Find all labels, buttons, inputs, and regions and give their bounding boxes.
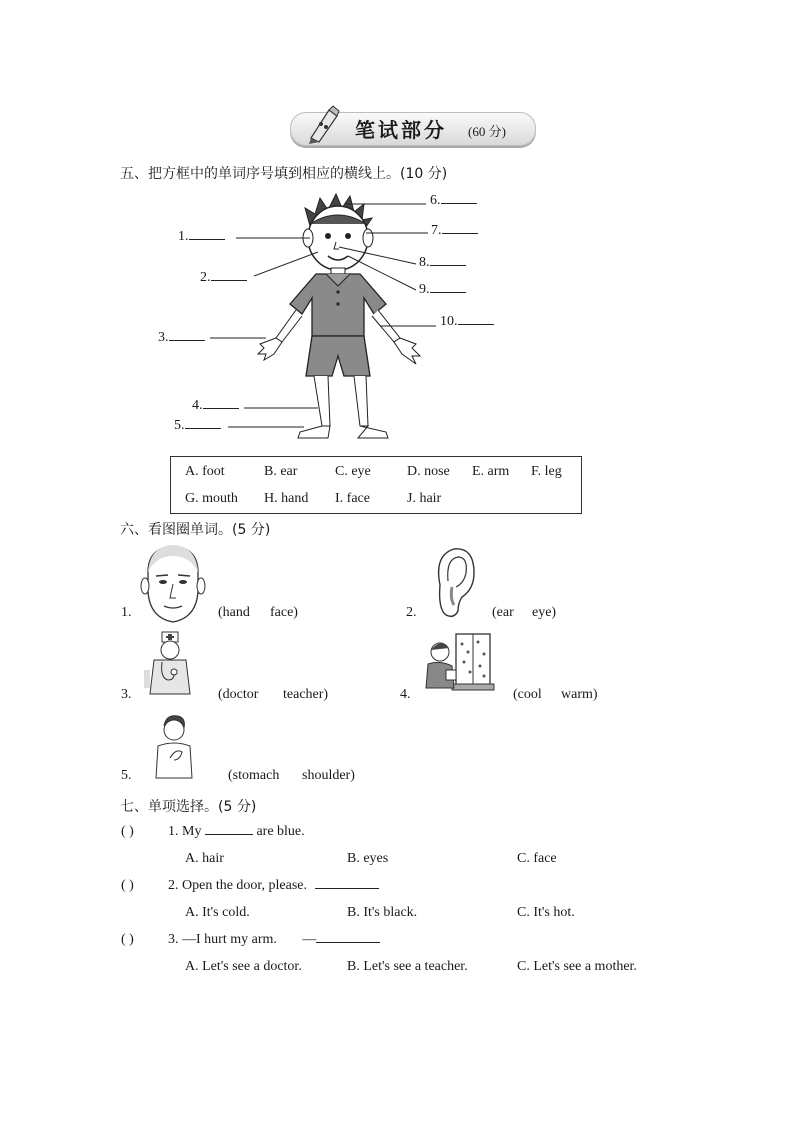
q1-blank (205, 833, 253, 835)
s6-choice-shoulder[interactable]: shoulder) (302, 768, 355, 783)
label-8-num: 8. (419, 255, 430, 270)
answer-blank-7[interactable] (442, 232, 478, 234)
q3-text-b: — (302, 932, 317, 947)
label-5-num: 5. (174, 418, 185, 433)
s6-choice-eye[interactable]: eye) (532, 605, 557, 620)
q1-answer-paren[interactable]: ( ) (121, 824, 134, 839)
label-7-num: 7. (431, 223, 442, 238)
option-f: F. leg (531, 464, 562, 479)
label-5 (174, 418, 221, 434)
s6-num-5: 5. (121, 768, 132, 783)
q2-option-c[interactable]: C. It's hot. (517, 905, 575, 920)
q1-option-c[interactable]: C. face (517, 851, 557, 866)
label-10 (440, 314, 494, 330)
doctor-icon (144, 630, 196, 696)
s6-choice-warm[interactable]: warm) (561, 687, 598, 702)
label-4 (192, 398, 239, 414)
label-9-num: 9. (419, 282, 430, 297)
q3-text-a: 3. —I hurt my arm. (168, 932, 277, 947)
label-8 (419, 255, 466, 271)
s6-choice-stomach[interactable]: (stomach (228, 768, 280, 783)
face-icon (140, 542, 206, 626)
boy-window-icon (424, 632, 496, 694)
s6-choice-hand[interactable]: (hand (218, 605, 250, 620)
label-1-num: 1. (178, 229, 189, 244)
label-6 (430, 193, 477, 209)
ear-icon (430, 545, 478, 619)
label-7 (431, 223, 478, 239)
q1-stem (168, 824, 305, 840)
label-1 (178, 229, 225, 245)
q1-option-b[interactable]: B. eyes (347, 851, 389, 866)
s6-num-4: 4. (400, 687, 411, 702)
s6-num-3: 3. (121, 687, 132, 702)
q1-option-a[interactable]: A. hair (185, 851, 224, 866)
answer-blank-8[interactable] (430, 264, 466, 266)
answer-blank-10[interactable] (458, 323, 494, 325)
option-j: J. hair (407, 491, 442, 506)
option-g: G. mouth (185, 491, 238, 506)
s6-choice-teacher[interactable]: teacher) (283, 687, 329, 702)
q2-option-a[interactable]: A. It's cold. (185, 905, 250, 920)
label-9 (419, 282, 466, 298)
option-i: I. face (335, 491, 370, 506)
option-b: B. ear (264, 464, 298, 479)
answer-blank-1[interactable] (189, 238, 225, 240)
label-3 (158, 330, 205, 346)
label-2 (200, 270, 247, 286)
pencil-mascot-icon (303, 104, 343, 144)
option-c: C. eye (335, 464, 371, 479)
shoulder-icon (150, 712, 196, 780)
q3-option-c[interactable]: C. Let's see a mother. (517, 959, 637, 974)
q2-text-a: 2. Open the door, please. (168, 878, 308, 893)
s6-choice-face[interactable]: face) (270, 605, 298, 620)
s6-choice-doctor[interactable]: (doctor (218, 687, 259, 702)
q3-blank (316, 941, 380, 943)
label-6-num: 6. (430, 193, 441, 208)
q1-text-b: are blue. (256, 824, 305, 839)
answer-blank-6[interactable] (441, 202, 477, 204)
s6-choice-ear[interactable]: (ear (492, 605, 514, 620)
q2-blank (315, 887, 379, 889)
section5-heading: 五、把方框中的单词序号填到相应的横线上。(10 分) (120, 166, 448, 182)
section6-heading: 六、看图圈单词。(5 分) (120, 522, 271, 538)
option-a: A. foot (185, 464, 225, 479)
q2-option-b[interactable]: B. It's black. (347, 905, 418, 920)
q3-option-b[interactable]: B. Let's see a teacher. (347, 959, 468, 974)
q1-text-a: 1. My (168, 824, 202, 839)
q3-stem (168, 932, 380, 948)
option-d: D. nose (407, 464, 450, 479)
answer-blank-3[interactable] (169, 339, 205, 341)
answer-blank-9[interactable] (430, 291, 466, 293)
banner-score: (60 分) (468, 124, 506, 139)
answer-blank-2[interactable] (211, 279, 247, 281)
section7-heading: 七、单项选择。(5 分) (120, 799, 257, 815)
label-2-num: 2. (200, 270, 211, 285)
banner-title: 笔试部分 (355, 118, 447, 142)
answer-blank-5[interactable] (185, 427, 221, 429)
option-e: E. arm (472, 464, 510, 479)
s6-num-1: 1. (121, 605, 132, 620)
label-3-num: 3. (158, 330, 169, 345)
label-4-num: 4. (192, 398, 203, 413)
s6-choice-cool[interactable]: (cool (513, 687, 542, 702)
option-h: H. hand (264, 491, 309, 506)
q2-stem (168, 878, 379, 894)
answer-blank-4[interactable] (203, 407, 239, 409)
q2-answer-paren[interactable]: ( ) (121, 878, 134, 893)
s6-num-2: 2. (406, 605, 417, 620)
label-10-num: 10. (440, 314, 458, 329)
q3-option-a[interactable]: A. Let's see a doctor. (185, 959, 302, 974)
q3-answer-paren[interactable]: ( ) (121, 932, 134, 947)
